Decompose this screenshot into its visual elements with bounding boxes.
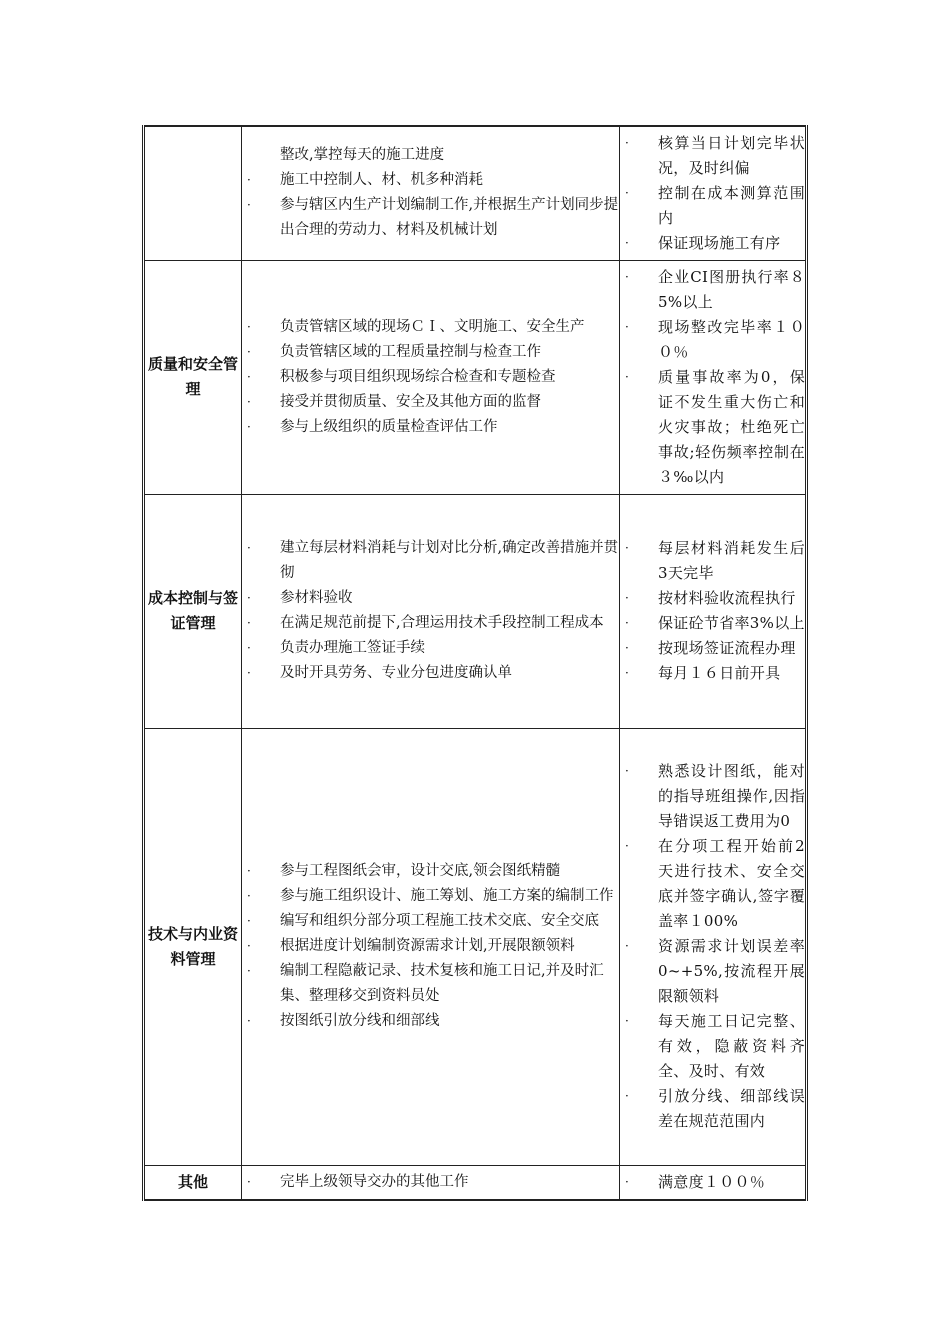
bullet-icon: · xyxy=(625,591,629,605)
bullet-icon: · xyxy=(247,939,251,953)
duty-item xyxy=(242,1009,619,1034)
standards-cell xyxy=(620,260,807,494)
bullet-icon: · xyxy=(625,269,629,284)
standard-item xyxy=(620,586,805,611)
duty-item xyxy=(242,315,619,340)
duty-text: 及时开具劳务、专业分包进度确认单 xyxy=(280,665,512,681)
duty-text: 整改,掌控每天的施工进度 xyxy=(280,147,445,164)
standard-item xyxy=(620,759,805,834)
standards-cell xyxy=(620,126,807,260)
table-body xyxy=(144,126,807,1200)
duty-item xyxy=(242,536,619,586)
bullet-icon: · xyxy=(625,235,629,250)
bullet-icon: · xyxy=(625,764,629,778)
standard-text: 保证现场施工有序 xyxy=(658,233,781,252)
duty-item xyxy=(242,390,619,415)
duty-text: 编制工程隐蔽记录、技术复核和施工日记,并及时汇集、整理移交到资料员处 xyxy=(280,963,604,1004)
table-row xyxy=(144,126,807,260)
bullet-icon: · xyxy=(247,964,251,978)
bullet-icon: · xyxy=(625,541,629,555)
duty-text: 建立每层材料消耗与计划对比分析,确定改善措施并贯彻 xyxy=(280,540,619,581)
duty-text: 负责管辖区域的现场ＣＩ、文明施工、安全生产 xyxy=(280,318,585,335)
bullet-icon: · xyxy=(247,864,251,878)
duty-text: 施工中控制人、材、机多种消耗 xyxy=(280,172,483,189)
duty-text: 在满足规范前提下,合理运用技术手段控制工程成本 xyxy=(280,615,604,631)
standard-text: 保证砼节省率3%以上 xyxy=(658,614,805,632)
duty-text: 参与工程图纸会审，设计交底,领会图纸精髓 xyxy=(280,863,561,879)
duty-text: 完毕上级领导交办的其他工作 xyxy=(280,1173,469,1190)
duty-item xyxy=(242,340,619,365)
bullet-icon: · xyxy=(625,616,629,630)
duty-text: 参材料验收 xyxy=(280,590,353,606)
standard-item xyxy=(620,181,805,231)
standard-item xyxy=(620,131,805,181)
duty-text: 负责管辖区域的工程质量控制与检查工作 xyxy=(280,343,541,360)
standard-item xyxy=(620,231,805,256)
standard-item xyxy=(620,536,805,586)
standard-text: 满意度１００％ xyxy=(658,1172,766,1191)
bullet-icon: · xyxy=(247,173,251,188)
responsibility-table xyxy=(142,125,808,1201)
duty-text: 参与上级组织的质量检查评估工作 xyxy=(280,418,498,435)
bullet-icon: · xyxy=(247,319,251,334)
duties-cell xyxy=(242,1165,620,1200)
category-cell xyxy=(144,126,242,260)
duties-cell xyxy=(242,494,620,728)
standard-text: 引放分线、细部线误差在规范范围内 xyxy=(658,1087,805,1130)
bullet-icon: · xyxy=(247,914,251,928)
bullet-icon: · xyxy=(247,394,251,409)
duty-text: 积极参与项目组织现场综合检查和专题检查 xyxy=(280,368,556,385)
bullet-icon: · xyxy=(247,666,251,680)
standards-cell xyxy=(620,728,807,1165)
duty-item xyxy=(242,959,619,1009)
bullet-icon: · xyxy=(247,616,251,630)
standard-item xyxy=(620,365,805,490)
standard-text: 每月１６日前开具 xyxy=(658,664,781,682)
standard-item xyxy=(620,1170,805,1195)
bullet-icon: · xyxy=(625,319,629,334)
standard-item xyxy=(620,934,805,1009)
standard-text: 核算当日计划完毕状况，及时纠偏 xyxy=(658,133,805,177)
bullet-icon: · xyxy=(625,185,629,200)
table-row xyxy=(144,728,807,1165)
table-row xyxy=(144,1165,807,1200)
category-cell: 成本控制与签证管理 xyxy=(144,494,242,728)
bullet-icon: · xyxy=(625,666,629,680)
standard-text: 每层材料消耗发生后3天完毕 xyxy=(658,539,805,582)
standard-item xyxy=(620,1084,805,1134)
standard-text: 在分项工程开始前2天进行技术、安全交底并签字确认,签字覆盖率１00% xyxy=(658,837,805,930)
bullet-icon: · xyxy=(247,369,251,384)
duty-item xyxy=(242,1170,619,1195)
bullet-icon: · xyxy=(247,344,251,359)
standard-text: 控制在成本测算范围内 xyxy=(658,183,805,227)
bullet-icon: · xyxy=(625,369,629,384)
standard-text: 熟悉设计图纸，能对的指导班组操作,因指导错误返工费用为0 xyxy=(658,762,805,830)
duty-item xyxy=(242,415,619,440)
bullet-icon: · xyxy=(625,839,629,853)
bullet-icon: · xyxy=(625,135,629,150)
standards-cell xyxy=(620,1165,807,1200)
table-row xyxy=(144,494,807,728)
standards-cell xyxy=(620,494,807,728)
duty-text: 根据进度计划编制资源需求计划,开展限额领料 xyxy=(280,938,575,954)
duty-item xyxy=(242,193,619,243)
duty-item xyxy=(242,611,619,636)
duty-text: 按图纸引放分线和细部线 xyxy=(280,1013,440,1029)
duties-cell xyxy=(242,126,620,260)
duty-item xyxy=(242,586,619,611)
duties-cell xyxy=(242,728,620,1165)
standard-text: 现场整改完毕率１００％ xyxy=(658,317,805,361)
duty-item xyxy=(242,143,619,168)
bullet-icon: · xyxy=(247,641,251,655)
bullet-icon: · xyxy=(625,1089,629,1103)
duty-item xyxy=(242,934,619,959)
duty-item xyxy=(242,365,619,390)
duty-text: 接受并贯彻质量、安全及其他方面的监督 xyxy=(280,393,541,410)
duty-item xyxy=(242,859,619,884)
bullet-icon: · xyxy=(625,1014,629,1028)
standard-text: 资源需求计划误差率0~+5%,按流程开展限额领料 xyxy=(658,937,805,1005)
duty-item xyxy=(242,636,619,661)
category-cell: 质量和安全管理 xyxy=(144,260,242,494)
duty-text: 编写和组织分部分项工程施工技术交底、安全交底 xyxy=(280,913,599,929)
standard-text: 按材料验收流程执行 xyxy=(658,589,796,607)
bullet-icon: · xyxy=(247,1174,251,1189)
bullet-icon: · xyxy=(247,1014,251,1028)
table-row xyxy=(144,260,807,494)
category-cell: 技术与内业资料管理 xyxy=(144,728,242,1165)
standard-item xyxy=(620,636,805,661)
duty-item xyxy=(242,884,619,909)
duty-text: 负责办理施工签证手续 xyxy=(280,640,425,656)
duty-item xyxy=(242,168,619,193)
duty-item xyxy=(242,909,619,934)
standard-item xyxy=(620,834,805,934)
standard-text: 企业CI图册执行率８5%以上 xyxy=(658,267,805,311)
duty-item xyxy=(242,661,619,686)
standard-item xyxy=(620,265,805,315)
standard-item xyxy=(620,315,805,365)
bullet-icon: · xyxy=(247,591,251,605)
standard-item xyxy=(620,611,805,636)
duty-text: 参与辖区内生产计划编制工作,并根据生产计划同步提出合理的劳动力、材料及机械计划 xyxy=(280,197,619,239)
standard-item xyxy=(620,661,805,686)
duty-text: 参与施工组织设计、施工筹划、施工方案的编制工作 xyxy=(280,888,614,904)
bullet-icon: · xyxy=(247,419,251,434)
bullet-icon: · xyxy=(625,641,629,655)
category-cell: 其他 xyxy=(144,1165,242,1200)
standard-text: 按现场签证流程办理 xyxy=(658,639,796,657)
bullet-icon: · xyxy=(625,939,629,953)
standard-text: 质量事故率为0，保证不发生重大伤亡和火灾事故；杜绝死亡事故;轻伤频率控制在３‰以内 xyxy=(658,367,805,486)
bullet-icon: · xyxy=(247,198,251,213)
duties-cell xyxy=(242,260,620,494)
standard-text: 每天施工日记完整、有效，隐蔽资料齐全、及时、有效 xyxy=(658,1012,805,1080)
standard-item xyxy=(620,1009,805,1084)
bullet-icon: · xyxy=(247,889,251,903)
bullet-icon: · xyxy=(625,1174,629,1189)
bullet-icon: · xyxy=(247,541,251,555)
